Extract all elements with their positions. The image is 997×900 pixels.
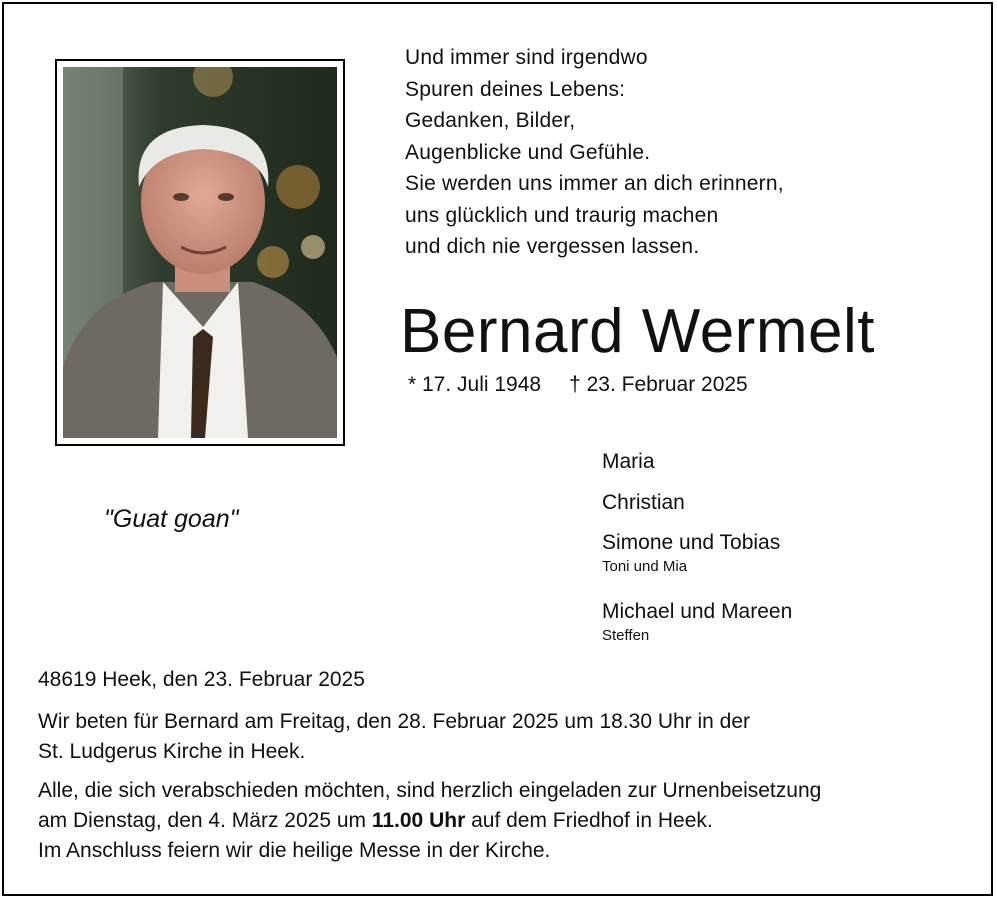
burial-text: am Dienstag, den 4. März 2025 um: [38, 809, 372, 832]
family-member-children: Steffen: [602, 627, 650, 644]
birth-date: * 17. Juli 1948: [408, 373, 542, 396]
family-member-name: Christian: [602, 491, 685, 514]
life-dates: [408, 373, 748, 397]
burial-line: Alle, die sich verabschieden möchten, sind herzlich eingeladen zur Urnenbeisetzung: [38, 779, 822, 802]
family-member: [602, 450, 655, 474]
poem-line: Spuren deines Lebens:: [405, 77, 626, 101]
family-member-name: Michael und Mareen: [602, 600, 793, 623]
family-member-name: Simone und Tobias: [602, 531, 781, 554]
portrait-frame: [55, 59, 345, 446]
burial-line: Im Anschluss feiern wir die heilige Messe in der Kirche.: [38, 839, 551, 862]
family-member-name: Maria: [602, 450, 655, 473]
death-date: † 23. Februar 2025: [569, 373, 748, 396]
burial-time: 11.00 Uhr: [371, 809, 466, 832]
poem-line: Augenblicke und Gefühle.: [405, 140, 651, 164]
poem-line: Und immer sind irgendwo: [405, 46, 648, 69]
family-member-children: Toni und Mia: [602, 558, 688, 575]
place-and-date: 48619 Heek, den 23. Februar 2025: [38, 668, 365, 691]
family-member: [602, 531, 780, 575]
family-member: [602, 600, 792, 644]
poem-line: Gedanken, Bilder,: [405, 109, 576, 132]
burial-text: auf dem Friedhof in Heek.: [465, 809, 713, 832]
family-member: [602, 491, 685, 515]
poem: [405, 42, 784, 263]
portrait-photo: [63, 67, 337, 438]
poem-line: und dich nie vergessen lassen.: [405, 235, 700, 258]
poem-line: uns glücklich und traurig machen: [405, 203, 719, 227]
poem-line: Sie werden uns immer an dich erinnern,: [405, 172, 784, 195]
deceased-name: Bernard Wermelt: [400, 297, 875, 366]
quote: "Guat goan": [104, 505, 239, 533]
prayer-notice: [38, 707, 750, 767]
burial-notice: [38, 776, 821, 866]
prayer-line: St. Ludgerus Kirche in Heek.: [38, 740, 306, 763]
prayer-line: Wir beten für Bernard am Freitag, den 28. Februar 2025 um 18.30 Uhr in der: [38, 710, 751, 733]
portrait-illustration: [63, 67, 337, 438]
burial-line: [38, 806, 821, 836]
